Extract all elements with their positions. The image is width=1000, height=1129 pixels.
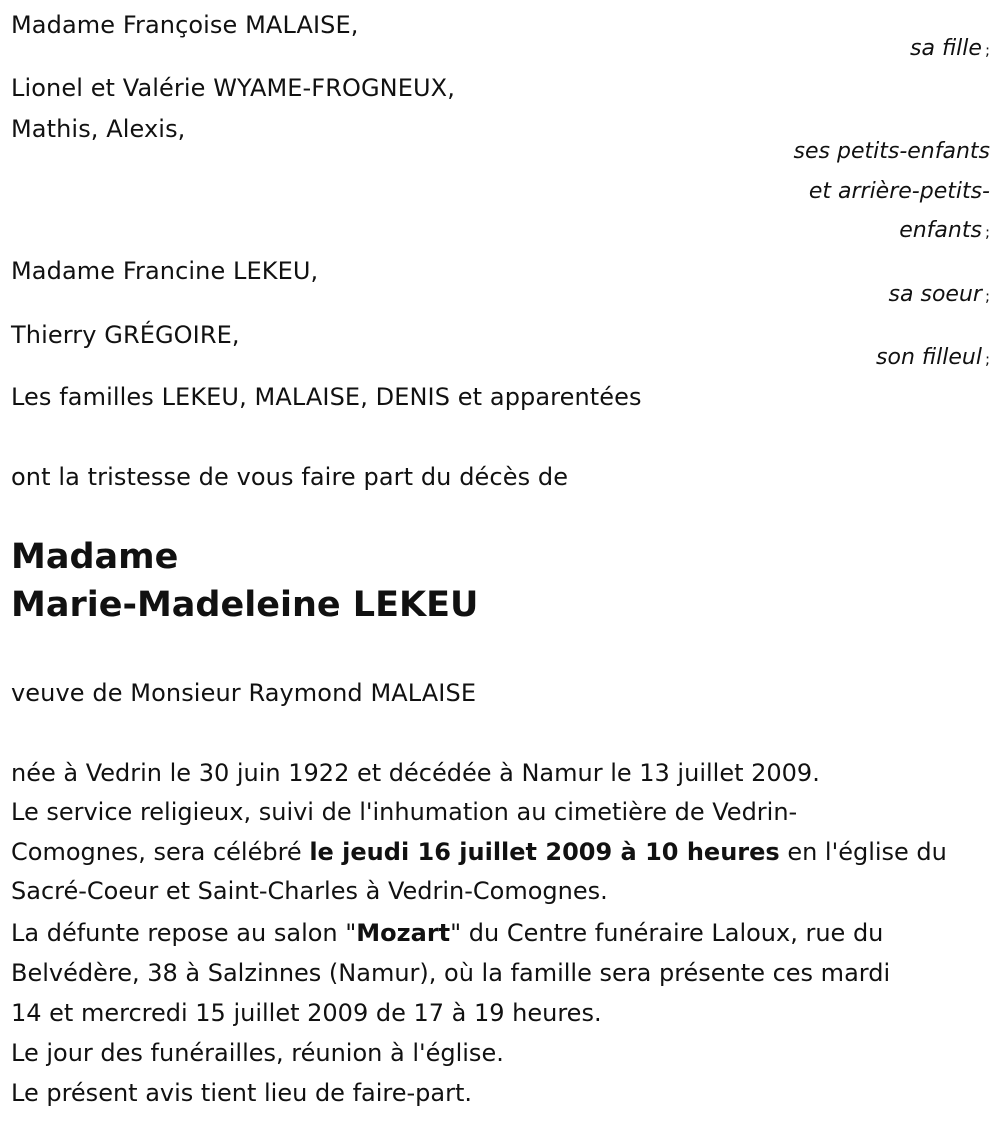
deceased-title: Madame	[11, 537, 179, 577]
family-relation	[899, 216, 990, 247]
service-text	[11, 837, 947, 867]
notice-footer-text: Le présent avis tient lieu de faire-part.	[11, 1079, 473, 1107]
relation-separator: ;	[984, 223, 990, 241]
relation-separator: ;	[984, 287, 990, 305]
funeral-meeting-text: Le jour des funérailles, réunion à l'église.	[11, 1039, 504, 1067]
family-member-name: Mathis, Alexis,	[11, 115, 186, 143]
relation-text: sa soeur	[888, 282, 982, 307]
deceased-name: Marie-Madeleine LEKEU	[11, 585, 479, 625]
family-member-name: Thierry GRÉGOIRE,	[11, 321, 240, 349]
salon-name-bold: Mozart	[356, 919, 451, 947]
relation-text: sa fille	[910, 36, 982, 61]
service-location-text: Sacré-Coeur et Saint-Charles à Vedrin-Comognes.	[11, 877, 608, 905]
family-member-name: Lionel et Valérie WYAME-FROGNEUX,	[11, 74, 455, 102]
birth-death-text: née à Vedrin le 30 juin 1922 et décédée à Namur le 13 juillet 2009.	[11, 759, 820, 787]
relation-separator: ;	[984, 350, 990, 368]
relation-text: son filleul	[876, 345, 982, 370]
family-relation	[910, 34, 990, 65]
family-relation	[876, 343, 990, 374]
repose-address-text: Belvédère, 38 à Salzinnes (Namur), où la famille sera présente ces mardi	[11, 959, 891, 987]
service-text-part: Comognes, sera célébré	[11, 838, 310, 866]
announcement-text: ont la tristesse de vous faire part du décès de	[11, 463, 569, 491]
repose-text-part: La défunte repose au salon "	[11, 919, 357, 947]
family-member-name: Les familles LEKEU, MALAISE, DENIS et apparentées	[11, 383, 642, 411]
visiting-hours-text: 14 et mercredi 15 juillet 2009 de 17 à 19 heures.	[11, 999, 602, 1027]
widow-of-text: veuve de Monsieur Raymond MALAISE	[11, 679, 477, 707]
family-member-name: Madame Françoise MALAISE,	[11, 11, 359, 39]
relation-text: enfants	[899, 218, 982, 243]
service-text: Le service religieux, suivi de l'inhumation au cimetière de Vedrin-	[11, 798, 798, 826]
family-member-name: Madame Francine LEKEU,	[11, 257, 319, 285]
family-relation: et arrière-petits-	[808, 179, 990, 204]
repose-text	[11, 918, 883, 948]
relation-separator: ;	[984, 41, 990, 59]
family-relation	[889, 280, 990, 311]
service-date-bold: le jeudi 16 juillet 2009 à 10 heures	[309, 838, 780, 866]
repose-text-part: " du Centre funéraire Laloux, rue du	[450, 919, 884, 947]
family-relation: ses petits-enfants	[793, 139, 990, 164]
service-text-part: en l'église du	[779, 838, 947, 866]
